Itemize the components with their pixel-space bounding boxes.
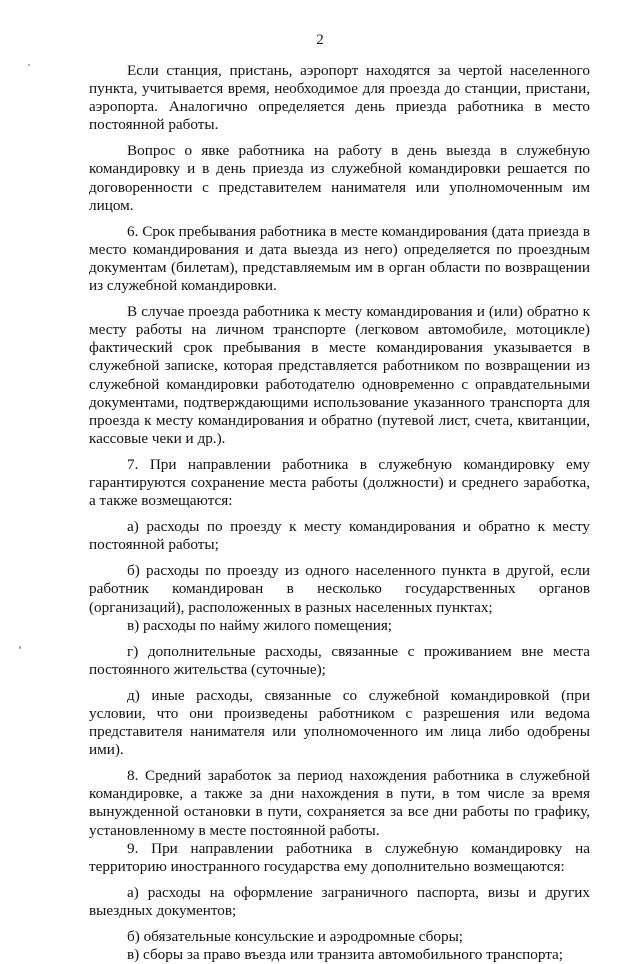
document-body (89, 62, 590, 964)
list-item-7a: а) расходы по проезду к месту командирования и обратно к месту постоянной работы; (89, 518, 590, 554)
paragraph-personal-transport: В случае проезда работника к месту командирования и (или) обратно к месту работы на личном транспорте (легковом автомобиле, мотоцикле) фактический срок пребывания в месте командирования указывается в служебной записке, которая представляется работником по возвращении из служебной командировки работодателю одновременно с оправдательными документами, подтверждающими использование указанного транспорта для проезда к месту командирования и обратно (путевой лист, счета, квитанции, кассовые чеки и др.). (89, 303, 590, 447)
list-item-9a: а) расходы на оформление заграничного паспорта, визы и других выездных документов; (89, 883, 590, 919)
paragraph-item-8-average-salary: 8. Средний заработок за период нахождения работника в служебной командировке, а также за дни нахождения в пути, в том числе за время вынужденной остановки в пути, сохраняется за все дни работы по графику, установленному в месте постоянной работы. (89, 767, 590, 839)
paragraph-item-6-stay-period: 6. Срок пребывания работника в месте командирования (дата приезда в место командирования и дата выезда из него) определяется по проездным документам (билетам), представляемым им в орган области по возвращении из служебной командировки. (89, 222, 590, 295)
paragraph-item-9-foreign-trip: 9. При направлении работника в служебную командировку на территорию иностранного государства ему дополнительно возмещаются: (89, 839, 590, 875)
list-item-7b: б) расходы по проезду из одного населенного пункта в другой, если работник командирован в несколько государственных органов (организаций), расположенных в разных населенных пунктах; (89, 562, 590, 616)
paragraph-item-7-guarantees: 7. При направлении работника в служебную командировку ему гарантируются сохранение места работы (должности) и среднего заработка, а также возмещаются: (89, 455, 590, 510)
paragraph-station-travel-time: Если станция, пристань, аэропорт находятся за чертой населенного пункта, учитывается время, необходимое для проезда до станции, пристани, аэропорта. Аналогично определяется день приезда работника в место постоянной работы. (89, 62, 590, 134)
paragraph-work-attendance: Вопрос о явке работника на работу в день выезда в служебную командировку и в день приезда из служебной командировки решается по договоренности с представителем нанимателя или уполномоченным им лицом. (89, 142, 590, 214)
list-item-7g: г) дополнительные расходы, связанные с проживанием вне места постоянного жительства (суточные); (89, 642, 590, 678)
page-number: 2 (316, 32, 324, 48)
list-item-7d: д) иные расходы, связанные со служебной командировкой (при условии, что они произведены работником с разрешения или ведома представителя нанимателя или уполномоченного им лица либо одобрены ими). (89, 686, 590, 759)
list-item-9v: в) сборы за право въезда или транзита автомобильного транспорта; (127, 946, 564, 964)
scan-speck (28, 64, 30, 66)
list-item-7v: в) расходы по найму жилого помещения; (127, 616, 393, 634)
scan-speck (19, 646, 21, 649)
list-item-9b: б) обязательные консульские и аэродромные сборы; (127, 928, 463, 946)
